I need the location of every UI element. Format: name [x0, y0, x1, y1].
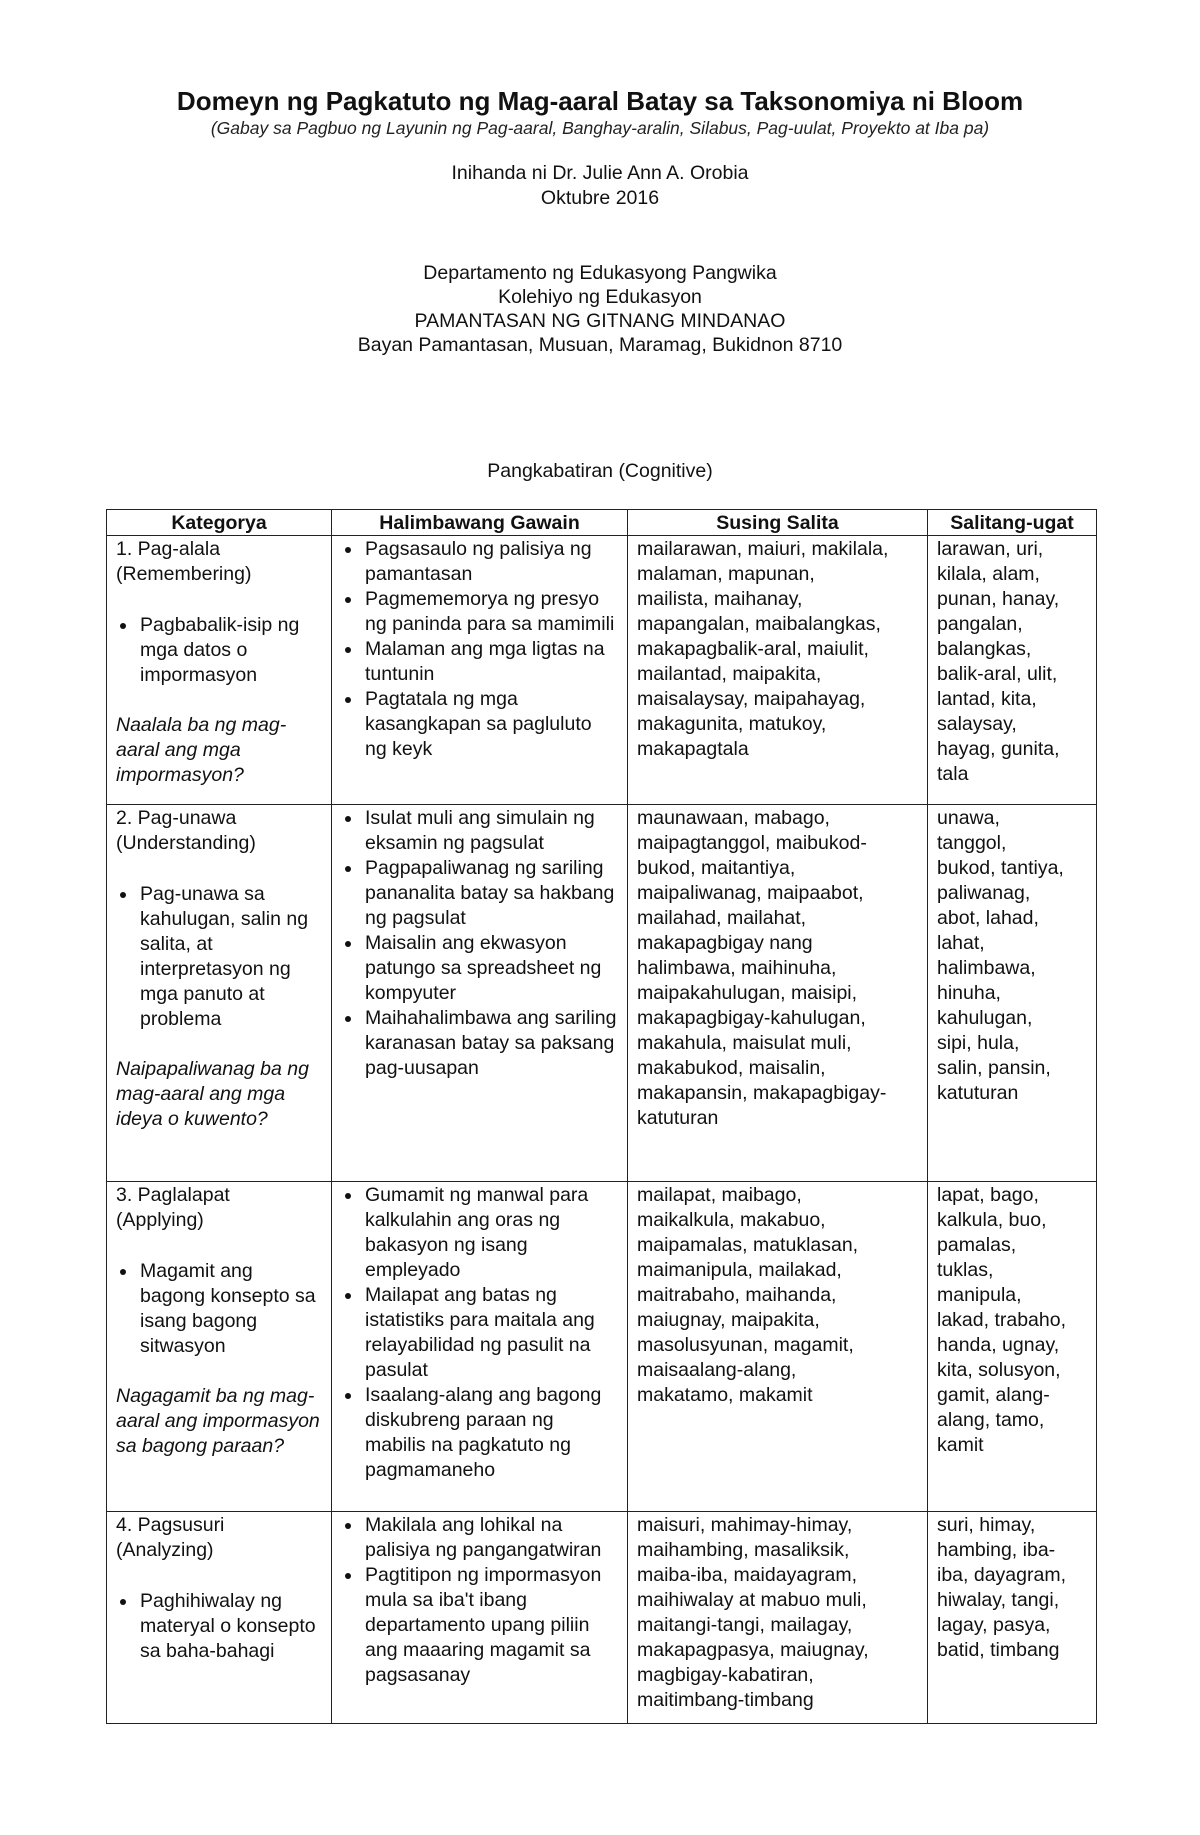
address: Bayan Pamantasan, Musuan, Maramag, Bukidnon 8710: [357, 334, 843, 356]
category-name: 1. Pag-alala: [116, 538, 221, 560]
header-kategorya: Kategorya: [107, 510, 332, 536]
root-line: sipi, hula,: [937, 1032, 1020, 1054]
root-line: lakad, trabaho,: [937, 1309, 1067, 1331]
root-line: paliwanag,: [937, 882, 1031, 904]
keyword-line: makabukod, maisalin,: [637, 1057, 826, 1079]
keyword-line: maimanipula, mailakad,: [637, 1259, 842, 1281]
keyword-line: maisalaysay, maipahayag,: [637, 688, 866, 710]
root-line: unawa,: [937, 807, 1000, 829]
category-english: (Remembering): [116, 563, 252, 585]
example-item: • Pagmememorya ng presyo ng paninda para sa mamimili: [363, 587, 618, 637]
root-line: kilala, alam,: [937, 563, 1040, 585]
category-english: (Analyzing): [116, 1539, 214, 1561]
keywords-cell: [628, 1512, 928, 1724]
keyword-line: maitimbang-timbang: [637, 1689, 814, 1711]
keyword-line: mapangalan, maibalangkas,: [637, 613, 881, 635]
keyword-line: maitangi-tangi, mailagay,: [637, 1614, 853, 1636]
examples-cell: [332, 536, 628, 805]
root-line: halimbawa,: [937, 957, 1036, 979]
keyword-line: makapagbalik-aral, maiulit,: [637, 638, 869, 660]
example-item: • Gumamit ng manwal para kalkulahin ang oras ng bakasyon ng isang empleyado: [363, 1183, 618, 1283]
keyword-line: makagunita, matukoy,: [637, 713, 827, 735]
table-header-row: [107, 510, 1097, 536]
root-line: punan, hanay,: [937, 588, 1060, 610]
roots-cell: [928, 1512, 1097, 1724]
root-line: katuturan: [937, 1082, 1019, 1104]
document-date: Oktubre 2016: [540, 187, 660, 209]
college: Kolehiyo ng Edukasyon: [498, 286, 702, 308]
keyword-line: makapagbigay-kahulugan,: [637, 1007, 866, 1029]
example-item: • Isaalang-alang ang bagong diskubreng paraan ng mabilis na pagkatuto ng pagmamaneho: [363, 1383, 618, 1483]
keyword-line: maipagtanggol, maibukod-: [637, 832, 867, 854]
keyword-line: mailahad, mailahat,: [637, 907, 807, 929]
root-line: hayag, gunita,: [937, 738, 1060, 760]
category-english: (Understanding): [116, 832, 256, 854]
root-line: balangkas,: [937, 638, 1032, 660]
keyword-line: masolusyunan, magamit,: [637, 1334, 854, 1356]
root-line: lahat,: [937, 932, 985, 954]
category-name: 3. Paglalapat: [116, 1184, 230, 1206]
root-line: hinuha,: [937, 982, 1001, 1004]
root-line: hambing, iba-: [937, 1539, 1056, 1561]
example-item: • Maisalin ang ekwasyon patungo sa spreadsheet ng kompyuter: [363, 931, 618, 1006]
header-salitang-ugat: Salitang-ugat: [928, 510, 1097, 536]
keyword-line: makatamo, makamit: [637, 1384, 813, 1406]
keyword-line: mailapat, maibago,: [637, 1184, 802, 1206]
root-line: lagay, pasya,: [937, 1614, 1051, 1636]
root-line: tanggol,: [937, 832, 1007, 854]
keywords-cell: [628, 536, 928, 805]
table-row: [107, 1182, 1097, 1512]
bloom-taxonomy-table: [106, 509, 1097, 1724]
root-line: abot, lahad,: [937, 907, 1039, 929]
root-line: pamalas,: [937, 1234, 1017, 1256]
root-line: lapat, bago,: [937, 1184, 1039, 1206]
keyword-line: mailista, maihanay,: [637, 588, 803, 610]
keyword-line: mailarawan, maiuri, makilala,: [637, 538, 889, 560]
keyword-line: maihiwalay at mabuo muli,: [637, 1589, 867, 1611]
category-description: • Magamit ang bagong konsepto sa isang bagong sitwasyon: [138, 1259, 322, 1359]
keyword-line: maunawaan, mabago,: [637, 807, 830, 829]
section-title: Pangkabatiran (Cognitive): [487, 460, 713, 482]
root-line: pangalan,: [937, 613, 1023, 635]
header-halimbawang-gawain: Halimbawang Gawain: [332, 510, 628, 536]
keyword-line: halimbawa, maihinuha,: [637, 957, 837, 979]
example-item: • Pagtitipon ng impormasyon mula sa iba't ibang departamento upang piliin ang maaaring magamit sa pagsasanay: [363, 1563, 618, 1688]
keyword-line: maisaalang-alang,: [637, 1359, 797, 1381]
category-description: • Pag-unawa sa kahulugan, salin ng salita, at interpretasyon ng mga panuto at problema: [138, 882, 322, 1032]
root-line: batid, timbang: [937, 1639, 1060, 1661]
root-line: alang, tamo,: [937, 1409, 1045, 1431]
root-line: kamit: [937, 1434, 984, 1456]
keyword-line: maiba-iba, maidayagram,: [637, 1564, 858, 1586]
example-item: • Isulat muli ang simulain ng eksamin ng pagsulat: [363, 806, 618, 856]
example-item: • Pagsasaulo ng palisiya ng pamantasan: [363, 537, 618, 587]
keywords-cell: [628, 805, 928, 1182]
keyword-line: malaman, mapunan,: [637, 563, 815, 585]
keyword-line: makapagtala: [637, 738, 749, 760]
table-row: [107, 805, 1097, 1182]
root-line: kahulugan,: [937, 1007, 1033, 1029]
roots-cell: [928, 536, 1097, 805]
keyword-line: maipakahulugan, maisipi,: [637, 982, 858, 1004]
root-line: kalkula, buo,: [937, 1209, 1047, 1231]
category-cell: [107, 805, 332, 1182]
category-cell: [107, 1512, 332, 1724]
keyword-line: makapagbigay nang: [637, 932, 813, 954]
keyword-line: maihambing, masaliksik,: [637, 1539, 850, 1561]
category-cell: [107, 1182, 332, 1512]
examples-cell: [332, 1182, 628, 1512]
root-line: suri, himay,: [937, 1514, 1036, 1536]
root-line: salin, pansin,: [937, 1057, 1051, 1079]
table-row: [107, 1512, 1097, 1724]
header-susing-salita: Susing Salita: [628, 510, 928, 536]
category-name: 2. Pag-unawa: [116, 807, 237, 829]
category-english: (Applying): [116, 1209, 204, 1231]
category-question: Naalala ba ng mag-aaral ang mga impormasyon?: [116, 714, 287, 786]
root-line: hiwalay, tangi,: [937, 1589, 1060, 1611]
root-line: lantad, kita,: [937, 688, 1037, 710]
category-question: Nagagamit ba ng mag-aaral ang impormasyon sa bagong paraan?: [116, 1385, 320, 1457]
root-line: larawan, uri,: [937, 538, 1044, 560]
keyword-line: bukod, maitantiya,: [637, 857, 796, 879]
root-line: iba, dayagram,: [937, 1564, 1066, 1586]
category-name: 4. Pagsusuri: [116, 1514, 225, 1536]
example-item: • Malaman ang mga ligtas na tuntunin: [363, 637, 618, 687]
keyword-line: maikalkula, makabuo,: [637, 1209, 826, 1231]
root-line: handa, ugnay,: [937, 1334, 1060, 1356]
root-line: bukod, tantiya,: [937, 857, 1064, 879]
category-description: • Pagbabalik-isip ng mga datos o impormasyon: [138, 613, 322, 688]
root-line: tuklas,: [937, 1259, 994, 1281]
keyword-line: maipamalas, matuklasan,: [637, 1234, 859, 1256]
document-subtitle: (Gabay sa Pagbuo ng Layunin ng Pag-aaral, Banghay-aralin, Silabus, Pag-uulat, Proyekto at Iba pa): [210, 118, 990, 138]
examples-cell: [332, 805, 628, 1182]
keyword-line: maitrabaho, maihanda,: [637, 1284, 837, 1306]
root-line: balik-aral, ulit,: [937, 663, 1058, 685]
root-line: gamit, alang-: [937, 1384, 1050, 1406]
root-line: manipula,: [937, 1284, 1022, 1306]
keyword-line: magbigay-kabatiran,: [637, 1664, 814, 1686]
examples-cell: [332, 1512, 628, 1724]
university: PAMANTASAN NG GITNANG MINDANAO: [414, 310, 786, 332]
roots-cell: [928, 805, 1097, 1182]
category-description: • Paghihiwalay ng materyal o konsepto sa baha-bahagi: [138, 1589, 322, 1664]
keyword-line: makapansin, makapagbigay-: [637, 1082, 887, 1104]
keyword-line: makapagpasya, maiugnay,: [637, 1639, 869, 1661]
category-question: Naipapaliwanag ba ng mag-aaral ang mga ideya o kuwento?: [116, 1058, 309, 1130]
keywords-cell: [628, 1182, 928, 1512]
document-title: Domeyn ng Pagkatuto ng Mag-aaral Batay sa Taksonomiya ni Bloom: [176, 86, 1024, 116]
example-item: • Mailapat ang batas ng istatistiks para maitala ang relayabilidad ng pasulit na pasulat: [363, 1283, 618, 1383]
keyword-line: mailantad, maipakita,: [637, 663, 822, 685]
table-row: [107, 536, 1097, 805]
keyword-line: katuturan: [637, 1107, 719, 1129]
root-line: tala: [937, 763, 969, 785]
category-cell: [107, 536, 332, 805]
example-item: • Makilala ang lohikal na palisiya ng pangangatwiran: [363, 1513, 618, 1563]
prepared-by: Inihanda ni Dr. Julie Ann A. Orobia: [451, 162, 749, 184]
example-item: • Pagtatala ng mga kasangkapan sa pagluluto ng keyk: [363, 687, 618, 762]
keyword-line: maipaliwanag, maipaabot,: [637, 882, 864, 904]
department: Departamento ng Edukasyong Pangwika: [423, 262, 777, 284]
example-item: • Maihahalimbawa ang sariling karanasan batay sa paksang pag-uusapan: [363, 1006, 618, 1081]
root-line: kita, solusyon,: [937, 1359, 1061, 1381]
keyword-line: maisuri, mahimay-himay,: [637, 1514, 853, 1536]
keyword-line: maiugnay, maipakita,: [637, 1309, 820, 1331]
keyword-line: makahula, maisulat muli,: [637, 1032, 852, 1054]
example-item: • Pagpapaliwanag ng sariling pananalita batay sa hakbang ng pagsulat: [363, 856, 618, 931]
root-line: salaysay,: [937, 713, 1017, 735]
roots-cell: [928, 1182, 1097, 1512]
